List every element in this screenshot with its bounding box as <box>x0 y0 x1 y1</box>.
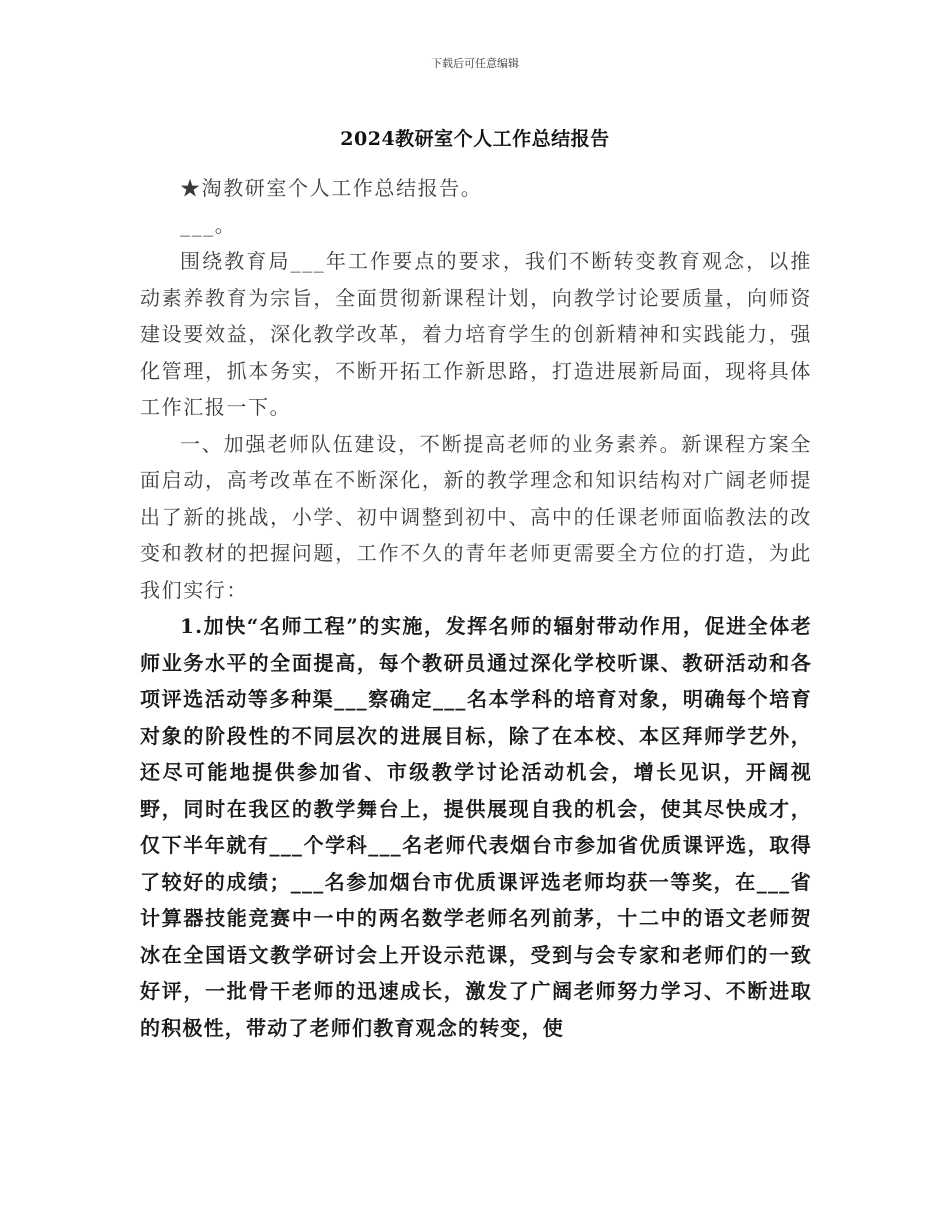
document-body <box>140 170 812 1046</box>
header-note: 下载后可任意编辑 <box>431 57 519 70</box>
paragraph-blank: ___。 <box>180 212 237 237</box>
paragraph-section-one: 一、加强老师队伍建设，不断提高老师的业务素养。新课程方案全面启动，高考改革在不断深化，新的教学理念和知识结构对广阔老师提出了新的挑战，小学、初中调整到初中、高中的任课老师面临教法的改变和教材的把握问题，工作不久的青年老师更需要全方位的打造，为此我们实行： <box>140 431 812 602</box>
paragraph-intro: 围绕教育局___年工作要点的要求，我们不断转变教育观念，以推动素养教育为宗旨，全面贯彻新课程计划，向教学讨论要质量，向师资建设要效益，深化教学改革，着力培育学生的创新精神和实践能力，强化管理，抓本务实，不断开拓工作新思路，打造进展新局面，现将具体工作汇报一下。 <box>140 249 812 419</box>
document-title: 2024教研室个人工作总结报告 <box>340 128 610 150</box>
paragraph-item-one: 1.加快“名师工程”的实施，发挥名师的辐射带动作用，促进全体老师业务水平的全面提高，每个教研员通过深化学校听课、教研活动和各项评选活动等多种渠___察确定___名本学科的培育对象，明确每个培育对象的阶段性的不同层次的进展目标，除了在本校、本区拜师学艺外，还尽可能地提供参加省、市级教学讨论活动机会，增长见识，开阔视野，同时在我区的教学舞台上，提供展现自我的机会，使其尽快成才，仅下半年就有___个学科___名老师代表烟台市参加省优质课评选，取得了较好的成绩；___名参加烟台市优质课评选老师均获一等奖，在___省计算器技能竞赛中一中的两名数学老师名列前茅，十二中的语文老师贺冰在全国语文教学研讨会上开设示范课，受到与会专家和老师们的一致好评，一批骨干老师的迅速成长，激发了广阔老师努力学习、不断进取的积极性，带动了老师们教育观念的转变，使 <box>140 614 812 1040</box>
paragraph-subtitle: ★淘教研室个人工作总结报告。 <box>180 176 483 200</box>
